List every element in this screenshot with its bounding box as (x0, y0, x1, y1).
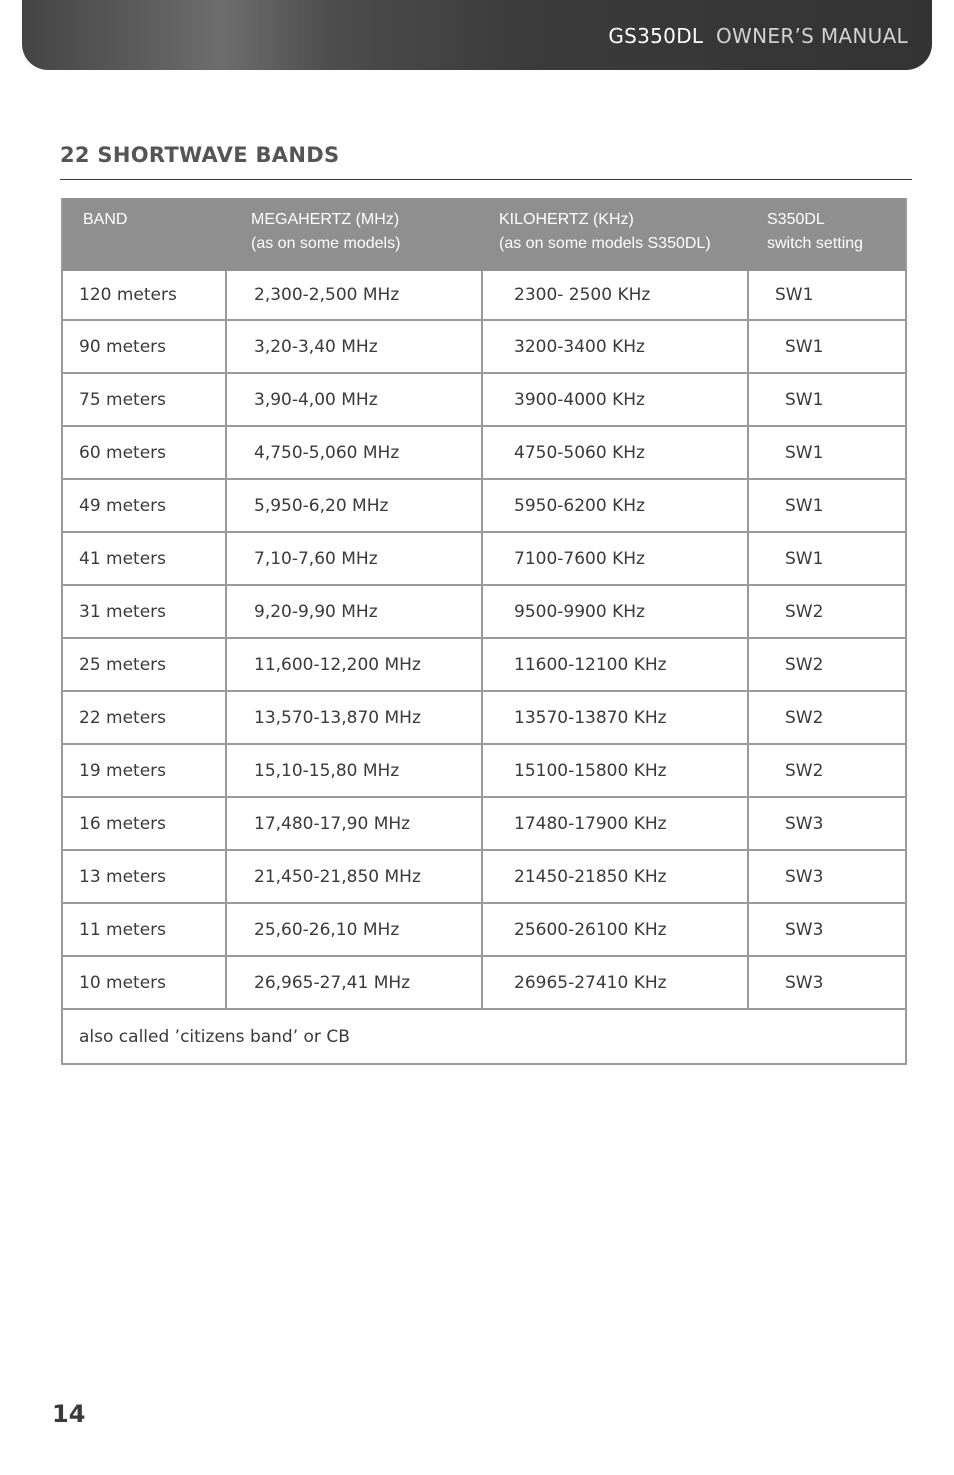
switch-cell: SW2 (747, 745, 905, 796)
table-row (63, 271, 905, 319)
column-header-line: switch setting (767, 235, 864, 252)
band-cell: 11 meters (79, 919, 167, 940)
table-row (63, 319, 905, 372)
table-row (63, 955, 905, 1008)
band-cell: 49 meters (79, 495, 167, 516)
band-cell: 16 meters (79, 813, 167, 834)
switch-cell: SW2 (747, 692, 905, 743)
shortwave-bands-table (61, 198, 907, 1065)
khz-cell: 3900-4000 KHz (481, 374, 747, 425)
khz-cell: 15100-15800 KHz (481, 745, 747, 796)
table-row (63, 743, 905, 796)
band-cell: 41 meters (79, 548, 167, 569)
table-row (63, 902, 905, 955)
mhz-cell: 21,450-21,850 MHz (225, 851, 481, 902)
switch-cell: SW3 (747, 904, 905, 955)
table-row (63, 372, 905, 425)
column-header-band (63, 198, 225, 271)
table-row (63, 478, 905, 531)
band-cell: 75 meters (79, 389, 167, 410)
khz-cell: 7100-7600 KHz (481, 533, 747, 584)
mhz-cell: 5,950-6,20 MHz (225, 480, 481, 531)
khz-cell: 21450-21850 KHz (481, 851, 747, 902)
table-row (63, 531, 905, 584)
column-header-line: S350DL (767, 211, 825, 228)
mhz-cell: 2,300-2,500 MHz (225, 271, 481, 319)
band-cell: 90 meters (79, 336, 167, 357)
mhz-cell: 26,965-27,41 MHz (225, 957, 481, 1008)
switch-cell: SW3 (747, 957, 905, 1008)
band-cell: 13 meters (79, 866, 167, 887)
column-header-kilohertz (481, 198, 747, 271)
khz-cell: 13570-13870 KHz (481, 692, 747, 743)
band-cell: 31 meters (79, 601, 167, 622)
header-model: GS350DL (608, 24, 704, 48)
mhz-cell: 17,480-17,90 MHz (225, 798, 481, 849)
switch-cell: SW1 (747, 427, 905, 478)
mhz-cell: 7,10-7,60 MHz (225, 533, 481, 584)
mhz-cell: 15,10-15,80 MHz (225, 745, 481, 796)
column-header-line: (as on some models S350DL) (499, 235, 711, 252)
mhz-cell: 11,600-12,200 MHz (225, 639, 481, 690)
band-cell: 25 meters (79, 654, 167, 675)
mhz-cell: 25,60-26,10 MHz (225, 904, 481, 955)
page-number: 14 (52, 1400, 86, 1428)
table-body (63, 271, 905, 1008)
khz-cell: 9500-9900 KHz (481, 586, 747, 637)
table-header (63, 198, 905, 271)
section-title: 22 SHORTWAVE BANDS (60, 143, 340, 167)
mhz-cell: 3,90-4,00 MHz (225, 374, 481, 425)
header-title (608, 24, 908, 48)
column-header-switch-setting (747, 198, 905, 271)
band-cell: 22 meters (79, 707, 167, 728)
switch-cell: SW2 (747, 639, 905, 690)
switch-cell: SW1 (747, 480, 905, 531)
khz-cell: 25600-26100 KHz (481, 904, 747, 955)
mhz-cell: 9,20-9,90 MHz (225, 586, 481, 637)
column-header-line: KILOHERTZ (KHz) (499, 211, 634, 228)
column-header-megahertz (225, 198, 481, 271)
table-row (63, 796, 905, 849)
switch-cell: SW1 (747, 533, 905, 584)
switch-cell: SW2 (747, 586, 905, 637)
table-row (63, 637, 905, 690)
table-row (63, 690, 905, 743)
switch-cell: SW1 (747, 374, 905, 425)
table-row (63, 584, 905, 637)
khz-cell: 26965-27410 KHz (481, 957, 747, 1008)
band-cell: 10 meters (79, 972, 167, 993)
band-cell: 120 meters (79, 285, 177, 305)
band-cell: 19 meters (79, 760, 167, 781)
switch-cell: SW3 (747, 851, 905, 902)
switch-cell: SW1 (747, 271, 905, 319)
column-header-line: BAND (83, 211, 128, 228)
switch-cell: SW1 (747, 321, 905, 372)
khz-cell: 17480-17900 KHz (481, 798, 747, 849)
khz-cell: 3200-3400 KHz (481, 321, 747, 372)
mhz-cell: 13,570-13,870 MHz (225, 692, 481, 743)
khz-cell: 2300- 2500 KHz (481, 271, 747, 319)
table-row (63, 425, 905, 478)
khz-cell: 4750-5060 KHz (481, 427, 747, 478)
table-row (63, 849, 905, 902)
column-header-line: (as on some models) (251, 235, 401, 252)
band-cell: 60 meters (79, 442, 167, 463)
header-subtitle: OWNER’S MANUAL (716, 24, 908, 48)
khz-cell: 5950-6200 KHz (481, 480, 747, 531)
table-footnote: also called ’citizens band’ or CB (63, 1008, 905, 1063)
switch-cell: SW3 (747, 798, 905, 849)
section-divider (60, 179, 912, 180)
mhz-cell: 3,20-3,40 MHz (225, 321, 481, 372)
column-header-line: MEGAHERTZ (MHz) (251, 211, 400, 228)
header-bar (22, 0, 932, 70)
khz-cell: 11600-12100 KHz (481, 639, 747, 690)
mhz-cell: 4,750-5,060 MHz (225, 427, 481, 478)
